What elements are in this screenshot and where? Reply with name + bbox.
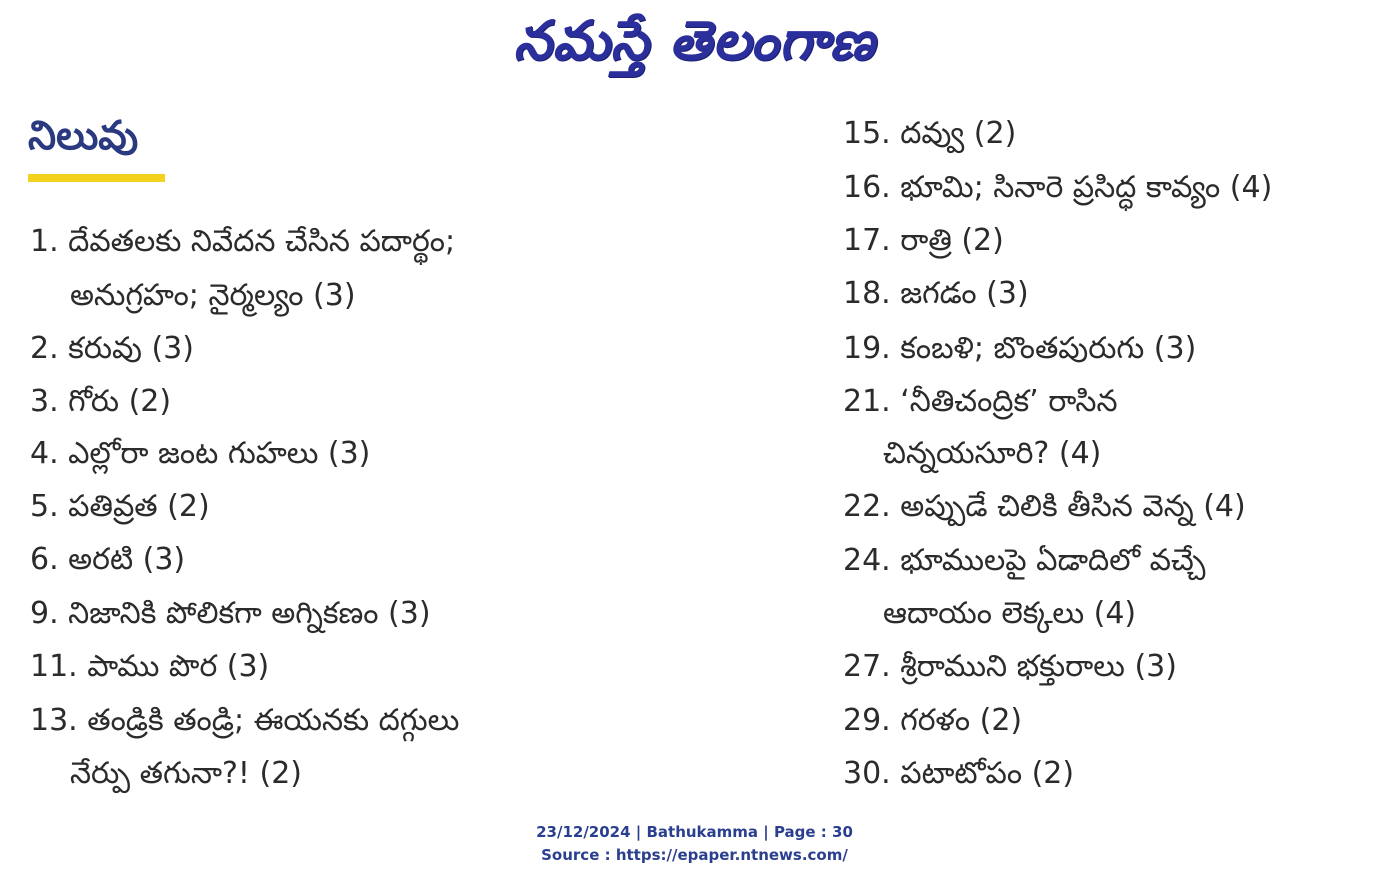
clue-22: 22. అప్పుడే చిలికి తీసిన వెన్న (4): [843, 489, 1246, 524]
section-heading: నిలువు: [28, 113, 139, 159]
clue-19: 19. కంబళి; బొంతపురుగు (3): [843, 331, 1197, 366]
clue-18: 18. జగడం (3): [843, 276, 1029, 311]
clue-9: 9. నిజానికి పోలికగా అగ్నికణం (3): [30, 596, 431, 631]
clue-15: 15. దవ్వు (2): [843, 116, 1017, 151]
clue-29: 29. గరళం (2): [843, 703, 1023, 738]
masthead-title: నమస్తే తెలంగాణ: [513, 9, 876, 72]
clue-1-line-2: అనుగ్రహం; నైర్మల్యం (3): [70, 278, 356, 313]
footer-date-line: 23/12/2024 | Bathukamma | Page : 30: [536, 823, 853, 841]
clue-1-line-1: 1. దేవతలకు నివేదన చేసిన పదార్థం;: [30, 224, 456, 259]
clue-24-line-2: ఆదాయం లెక్కలు (4): [883, 596, 1137, 631]
clue-4: 4. ఎల్లోరా జంట గుహలు (3): [30, 436, 371, 471]
clue-6: 6. అరటి (3): [30, 542, 186, 577]
clue-3: 3. గోరు (2): [30, 384, 172, 419]
footer-source-line: Source : https://epaper.ntnews.com/: [541, 846, 848, 864]
clue-21-line-1: 21. ‘నీతిచంద్రిక’ రాసిన: [843, 384, 1118, 419]
clue-24-line-1: 24. భూములపై ఏడాదిలో వచ్చే: [843, 543, 1206, 578]
clue-5: 5. పతివ్రత (2): [30, 489, 210, 524]
clue-13-line-1: 13. తండ్రికి తండ్రి; ఈయనకు దగ్గులు: [30, 703, 460, 738]
clue-13-line-2: నేర్పు తగునా?! (2): [70, 756, 302, 791]
clue-17: 17. రాత్రి (2): [843, 223, 1004, 258]
heading-underline: [28, 174, 165, 182]
clue-11: 11. పాము పొర (3): [30, 649, 270, 684]
clue-2: 2. కరువు (3): [30, 331, 194, 366]
clue-16: 16. భూమి; సినారె ప్రసిద్ధ కావ్యం (4): [843, 170, 1273, 205]
clue-30: 30. పటాటోపం (2): [843, 756, 1075, 791]
clue-27: 27. శ్రీరాముని భక్తురాలు (3): [843, 649, 1177, 684]
clue-21-line-2: చిన్నయసూరి? (4): [883, 436, 1102, 471]
